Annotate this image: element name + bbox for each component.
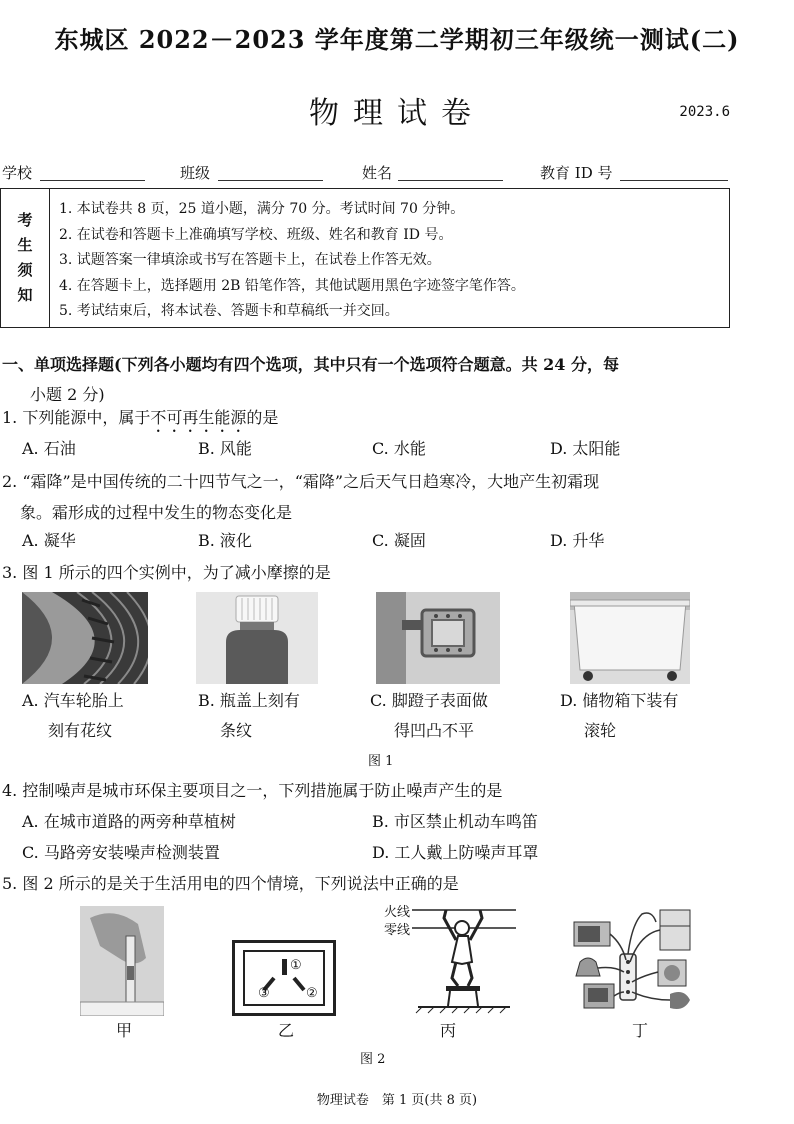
notice-item: 3. 试题答案一律填涂或书写在答题卡上，在试卷上作答无效。 — [59, 252, 441, 268]
q1-option-a[interactable]: A. 石油 — [22, 439, 76, 458]
page-footer: 物理试卷 第 1 页(共 8 页) — [316, 1093, 478, 1108]
class-label: 班级 — [180, 164, 211, 182]
q3-caption-a[interactable]: A. 汽车轮胎上 刻有花纹 — [22, 691, 124, 740]
socket-mark-1: ① — [290, 958, 302, 973]
test-pencil-photo — [80, 906, 164, 1016]
q2-option-b[interactable]: B. 液化 — [198, 531, 252, 550]
notice-list — [59, 197, 525, 325]
notice-item: 4. 在答题卡上，选择题用 2B 铅笔作答，其他试题用黑色字迹签字笔作答。 — [59, 277, 525, 294]
socket-mark-3: ③ — [258, 986, 270, 1001]
section1-heading: 一、单项选择题(下列各小题均有四个选项，其中只有一个选项符合题意。共 24 分，每 小题 2 分) — [2, 355, 619, 404]
live-wire-label: 火线 — [384, 905, 411, 920]
q4-option-c[interactable]: C. 马路旁安装噪声检测装置 — [22, 843, 220, 862]
name-label: 姓名 — [362, 164, 393, 182]
q1-option-b[interactable]: B. 风能 — [198, 439, 252, 458]
bottle-photo — [196, 592, 318, 684]
q2-option-d[interactable]: D. 升华 — [550, 531, 605, 550]
socket-mark-2: ② — [306, 986, 318, 1001]
exam-notice-box — [0, 188, 730, 328]
q4-option-d[interactable]: D. 工人戴上防噪声耳罩 — [372, 843, 539, 862]
school-field[interactable] — [40, 180, 145, 181]
q3-caption-c[interactable]: C. 脚蹬子表面做 得凹凸不平 — [370, 691, 488, 740]
question-5-stem: 5. 图 2 所示的是关于生活用电的四个情境，下列说法中正确的是 — [2, 874, 459, 893]
overloaded-strip-diagram — [570, 904, 698, 1016]
notice-item: 2. 在试卷和答题卡上准确填写学校、班级、姓名和教育 ID 号。 — [59, 226, 453, 243]
q3-caption-d[interactable]: D. 储物箱下装有 滚轮 — [560, 691, 679, 740]
school-label: 学校 — [2, 164, 33, 182]
question-2-stem: 2. “霜降”是中国传统的二十四节气之一，“霜降”之后天气日趋寒冷，大地产生初霜现 象。霜形成的过程中发生的物态变化是 — [2, 472, 600, 522]
id-label: 教育 ID 号 — [540, 164, 613, 182]
figure-1-label: 图 1 — [368, 754, 394, 769]
exam-date: 2023.6 — [679, 104, 730, 120]
storage-box-photo — [570, 592, 690, 684]
neutral-wire-label: 零线 — [384, 923, 411, 938]
emphasis-text: 不可再生能源 — [150, 408, 247, 427]
exam-title: 东城区 2022－2023 学年度第二学期初三年级统一测试(二) — [54, 25, 740, 54]
figure-2-label-yi: 乙 — [278, 1021, 295, 1040]
student-info-row — [0, 162, 730, 184]
figure-2-label: 图 2 — [360, 1052, 386, 1067]
q2-option-a[interactable]: A. 凝华 — [22, 531, 76, 550]
wire-shock-diagram — [412, 902, 516, 1014]
pedal-photo — [376, 592, 500, 684]
socket-diagram — [232, 940, 336, 1016]
figure-2-label-bing: 丙 — [440, 1021, 457, 1040]
question-1-stem: 1. 下列能源中，属于不可再生能源的是 — [2, 408, 279, 427]
notice-item: 5. 考试结束后，将本试卷、答题卡和草稿纸一并交回。 — [59, 303, 399, 319]
q4-option-b[interactable]: B. 市区禁止机动车鸣笛 — [372, 812, 538, 831]
q3-caption-b[interactable]: B. 瓶盖上刻有 条纹 — [198, 691, 300, 740]
name-field[interactable] — [398, 180, 503, 181]
notice-item: 1. 本试卷共 8 页，25 道小题，满分 70 分。考试时间 70 分钟。 — [59, 201, 465, 217]
notice-side-label: 考 生 须 知 — [1, 189, 50, 327]
id-field[interactable] — [620, 180, 728, 181]
q2-option-c[interactable]: C. 凝固 — [372, 531, 426, 550]
figure-2-label-jia: 甲 — [116, 1021, 133, 1040]
q1-option-d[interactable]: D. 太阳能 — [550, 439, 621, 458]
figure-2-label-ding: 丁 — [632, 1021, 649, 1040]
q4-option-a[interactable]: A. 在城市道路的两旁种草植树 — [22, 812, 236, 831]
question-3-stem: 3. 图 1 所示的四个实例中，为了减小摩擦的是 — [2, 563, 331, 582]
class-field[interactable] — [218, 180, 323, 181]
q1-option-c[interactable]: C. 水能 — [372, 439, 426, 458]
tire-photo — [22, 592, 148, 684]
question-4-stem: 4. 控制噪声是城市环保主要项目之一，下列措施属于防止噪声产生的是 — [2, 781, 503, 800]
subject-title: 物理试卷 — [309, 96, 485, 131]
